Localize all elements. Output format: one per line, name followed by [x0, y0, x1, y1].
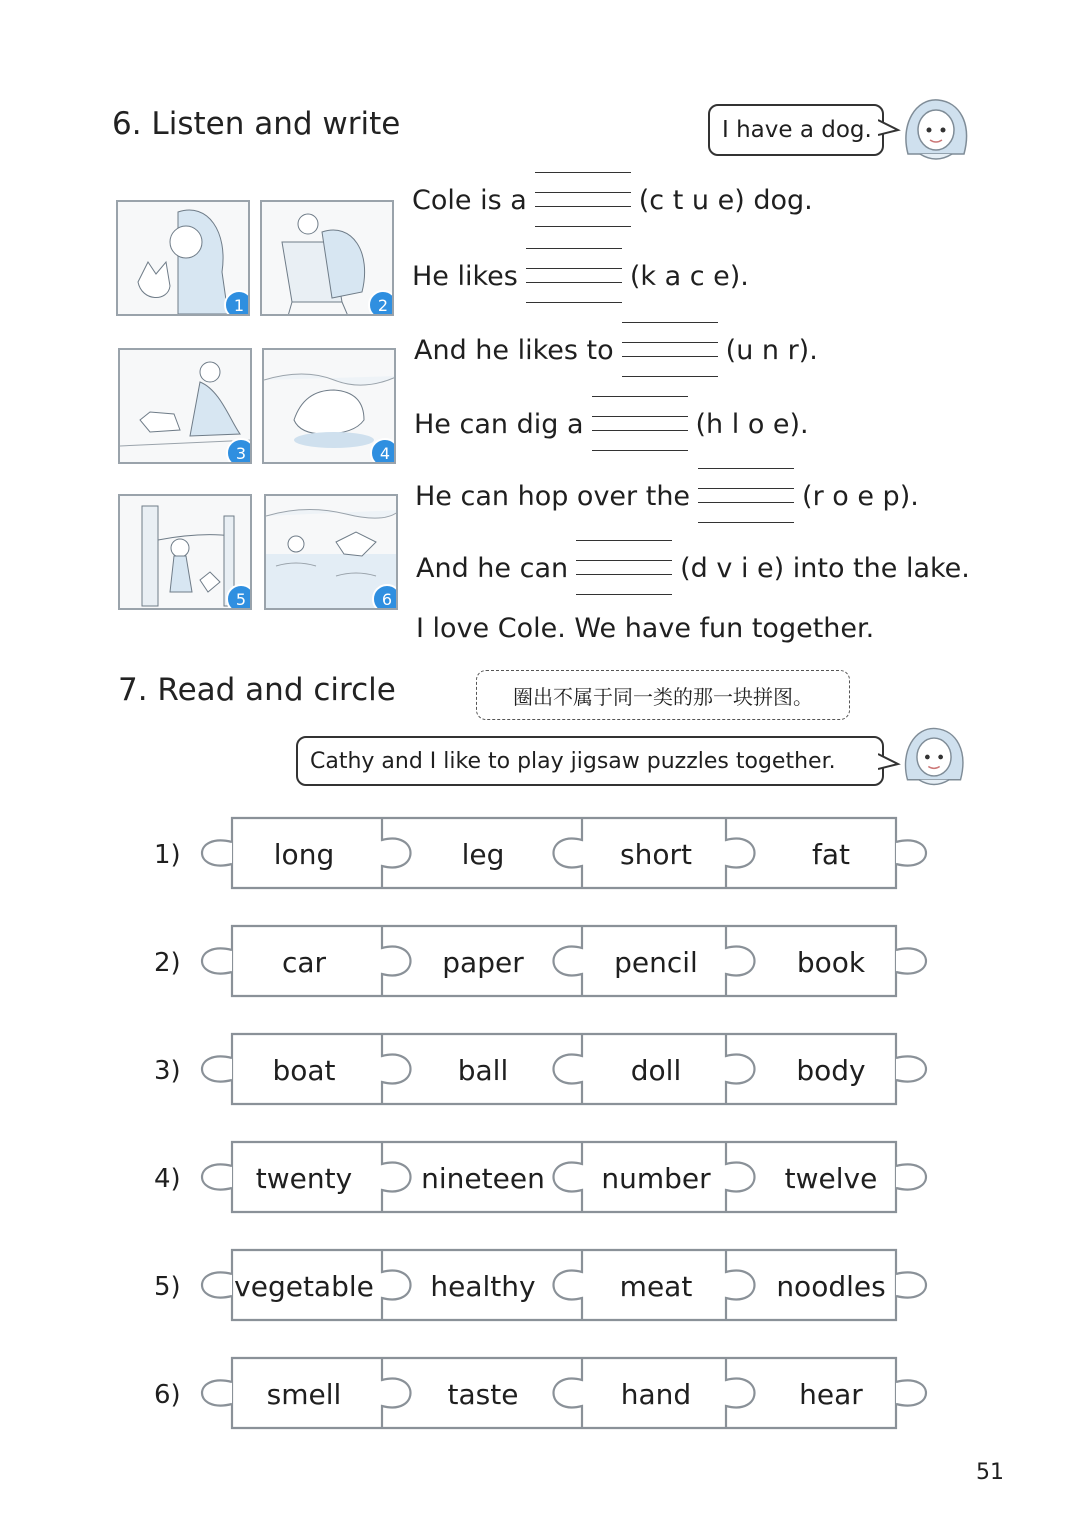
- answer-blank[interactable]: [535, 180, 631, 220]
- row-label: 4): [154, 1164, 181, 1194]
- sentence-text: And he can: [416, 552, 569, 584]
- letter-hint: (u n r).: [725, 334, 818, 366]
- letter-hint: (h l o e).: [695, 408, 809, 440]
- sentence-text: He can hop over the: [415, 480, 691, 512]
- letter-hint: (d v i e) into the lake.: [680, 552, 970, 584]
- girl-avatar-icon: [898, 722, 970, 792]
- row-label: 3): [154, 1056, 181, 1086]
- picture-number-badge: 3: [226, 438, 252, 464]
- instruction-cn: 圈出不属于同一类的那一块拼图。: [476, 670, 850, 720]
- picture-1-girl-with-dog: [116, 200, 250, 316]
- puzzle-piece-word[interactable]: pencil: [614, 946, 698, 979]
- puzzle-piece-word[interactable]: hand: [620, 1378, 692, 1411]
- picture-3-girl-running-with-dog: [118, 348, 252, 464]
- girl-avatar-icon: [898, 94, 974, 166]
- sentence-text: And he likes to: [414, 334, 614, 366]
- puzzle-piece-word[interactable]: body: [796, 1054, 866, 1087]
- puzzle-piece-word[interactable]: ball: [457, 1054, 509, 1087]
- puzzle-piece-word[interactable]: healthy: [430, 1270, 536, 1303]
- puzzle-piece-word[interactable]: meat: [619, 1270, 693, 1303]
- sentence-5: [415, 476, 919, 516]
- puzzle-piece-word[interactable]: nineteen: [421, 1162, 545, 1195]
- picture-number-badge: 2: [368, 290, 394, 316]
- puzzle-piece-word[interactable]: smell: [266, 1378, 342, 1411]
- picture-6-dog-diving-lake: [264, 494, 398, 610]
- puzzle-piece-word[interactable]: noodles: [776, 1270, 886, 1303]
- section-6-title: 6. Listen and write: [112, 106, 401, 142]
- letter-hint: (r o e p).: [802, 480, 919, 512]
- picture-number-badge: 4: [370, 438, 396, 464]
- answer-blank[interactable]: [592, 404, 688, 444]
- sentence-4: [414, 404, 809, 444]
- puzzle-piece-word[interactable]: doll: [630, 1054, 682, 1087]
- puzzle-piece-word[interactable]: leg: [461, 838, 505, 871]
- puzzle-piece-word[interactable]: twelve: [784, 1162, 878, 1195]
- sentence-2: [412, 256, 749, 296]
- sentence-text: He can dig a: [414, 408, 584, 440]
- letter-hint: (c t u e) dog.: [638, 184, 813, 216]
- sentence-1: [412, 180, 813, 220]
- puzzle-piece-word[interactable]: boat: [272, 1054, 336, 1087]
- row-label: 6): [154, 1380, 181, 1410]
- sentence-text: Cole is a: [412, 184, 527, 216]
- picture-number-badge: 6: [372, 584, 398, 610]
- speech-bubble-dog: [708, 104, 884, 156]
- sentence-text: He likes: [412, 260, 518, 292]
- speech-bubble-cathy: [296, 736, 884, 786]
- row-label: 1): [154, 840, 181, 870]
- speech-bubble-text: Cathy and I like to play jigsaw puzzles together.: [310, 748, 836, 774]
- row-label: 5): [154, 1272, 181, 1302]
- puzzle-piece-word[interactable]: fat: [812, 838, 850, 871]
- puzzle-piece-word[interactable]: twenty: [255, 1162, 353, 1195]
- sentence-6: [416, 548, 970, 588]
- speech-bubble-text: I have a dog.: [722, 117, 872, 143]
- page-number: 51: [976, 1460, 1004, 1485]
- picture-2-girl-on-chair: [260, 200, 394, 316]
- closing-sentence: I love Cole. We have fun together.: [416, 612, 875, 644]
- puzzle-piece-word[interactable]: long: [273, 838, 335, 871]
- puzzle-piece-word[interactable]: hear: [799, 1378, 863, 1411]
- picture-number-badge: 5: [226, 584, 252, 610]
- puzzle-piece-word[interactable]: book: [796, 946, 866, 979]
- picture-5-girl-rope-tree: [118, 494, 252, 610]
- puzzle-piece-word[interactable]: taste: [447, 1378, 519, 1411]
- answer-blank[interactable]: [526, 256, 622, 296]
- answer-blank[interactable]: [622, 330, 718, 370]
- sentence-3: [414, 330, 818, 370]
- puzzle-piece-word[interactable]: number: [601, 1162, 711, 1195]
- section-7-title: 7. Read and circle: [118, 672, 396, 708]
- letter-hint: (k a c e).: [629, 260, 749, 292]
- answer-blank[interactable]: [698, 476, 794, 516]
- puzzle-piece-word[interactable]: paper: [442, 946, 524, 979]
- picture-4-dog-digging: [262, 348, 396, 464]
- row-label: 2): [154, 948, 181, 978]
- puzzle-piece-word[interactable]: short: [620, 838, 692, 871]
- picture-number-badge: 1: [224, 290, 250, 316]
- puzzle-piece-word[interactable]: car: [281, 946, 327, 979]
- answer-blank[interactable]: [576, 548, 672, 588]
- puzzle-piece-word[interactable]: vegetable: [234, 1270, 374, 1303]
